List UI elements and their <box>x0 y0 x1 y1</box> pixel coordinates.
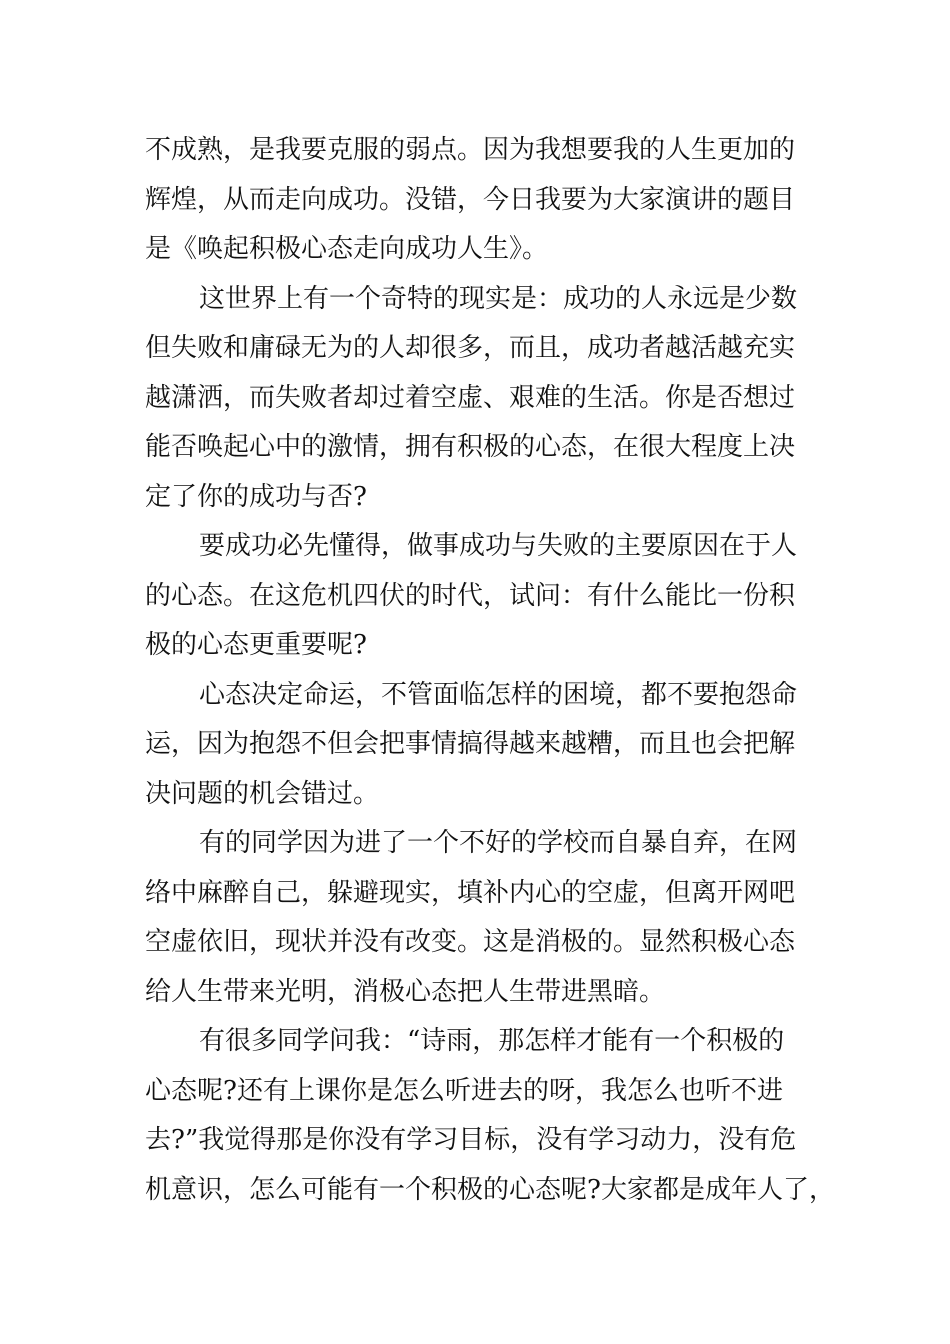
text-line: 但失败和庸碌无为的人却很多，而且，成功者越活越充实 <box>145 333 796 363</box>
text-line: 给人生带来光明，消极心态把人生带进黑暗。 <box>145 976 666 1007</box>
text-line: 能否唤起心中的激情，拥有积极的心态，在很大程度上决 <box>145 432 796 462</box>
text-line: 决问题的机会错过。 <box>145 778 380 809</box>
paragraph-first-line: 有很多同学问我：“诗雨，那怎样才能有一个积极的 <box>199 1026 785 1056</box>
text-line: 络中麻醉自己，躲避现实，填补内心的空虚，但离开网吧 <box>145 877 796 908</box>
text-line: 的心态。在这危机四伏的时代，试问：有什么能比一份积 <box>145 580 796 611</box>
text-line: 不成熟，是我要克服的弱点。因为我想要我的人生更加的 <box>145 135 796 165</box>
paragraph-first-line: 有的同学因为进了一个不好的学校而自暴自弃，在网 <box>199 828 798 858</box>
paragraph-first-line: 心态决定命运，不管面临怎样的困境，都不要抱怨命 <box>199 679 798 710</box>
text-line: 辉煌，从而走向成功。没错，今日我要为大家演讲的题目 <box>145 184 796 215</box>
paragraph-first-line: 要成功必先懂得，做事成功与失败的主要原因在于人 <box>199 531 798 561</box>
text-line: 去?”我觉得那是你没有学习目标，没有学习动力，没有危 <box>145 1125 797 1155</box>
text-line: 运，因为抱怨不但会把事情搞得越来越糟，而且也会把解 <box>145 729 796 759</box>
text-line: 机意识，怎么可能有一个积极的心态呢?大家都是成年人了， <box>145 1174 835 1205</box>
text-line: 心态呢?还有上课你是怎么听进去的呀，我怎么也听不进 <box>145 1075 783 1106</box>
text-line: 空虚依旧，现状并没有改变。这是消极的。显然积极心态 <box>145 927 796 957</box>
text-line: 越潇洒，而失败者却过着空虚、艰难的生活。你是否想过 <box>145 382 796 413</box>
paragraph-first-line: 这世界上有一个奇特的现实是：成功的人永远是少数 <box>199 283 798 314</box>
text-line: 定了你的成功与否? <box>145 481 367 512</box>
document-body <box>145 126 835 1215</box>
text-line: 极的心态更重要呢? <box>145 630 367 660</box>
text-line: 是《唤起积极心态走向成功人生》。 <box>145 234 549 264</box>
